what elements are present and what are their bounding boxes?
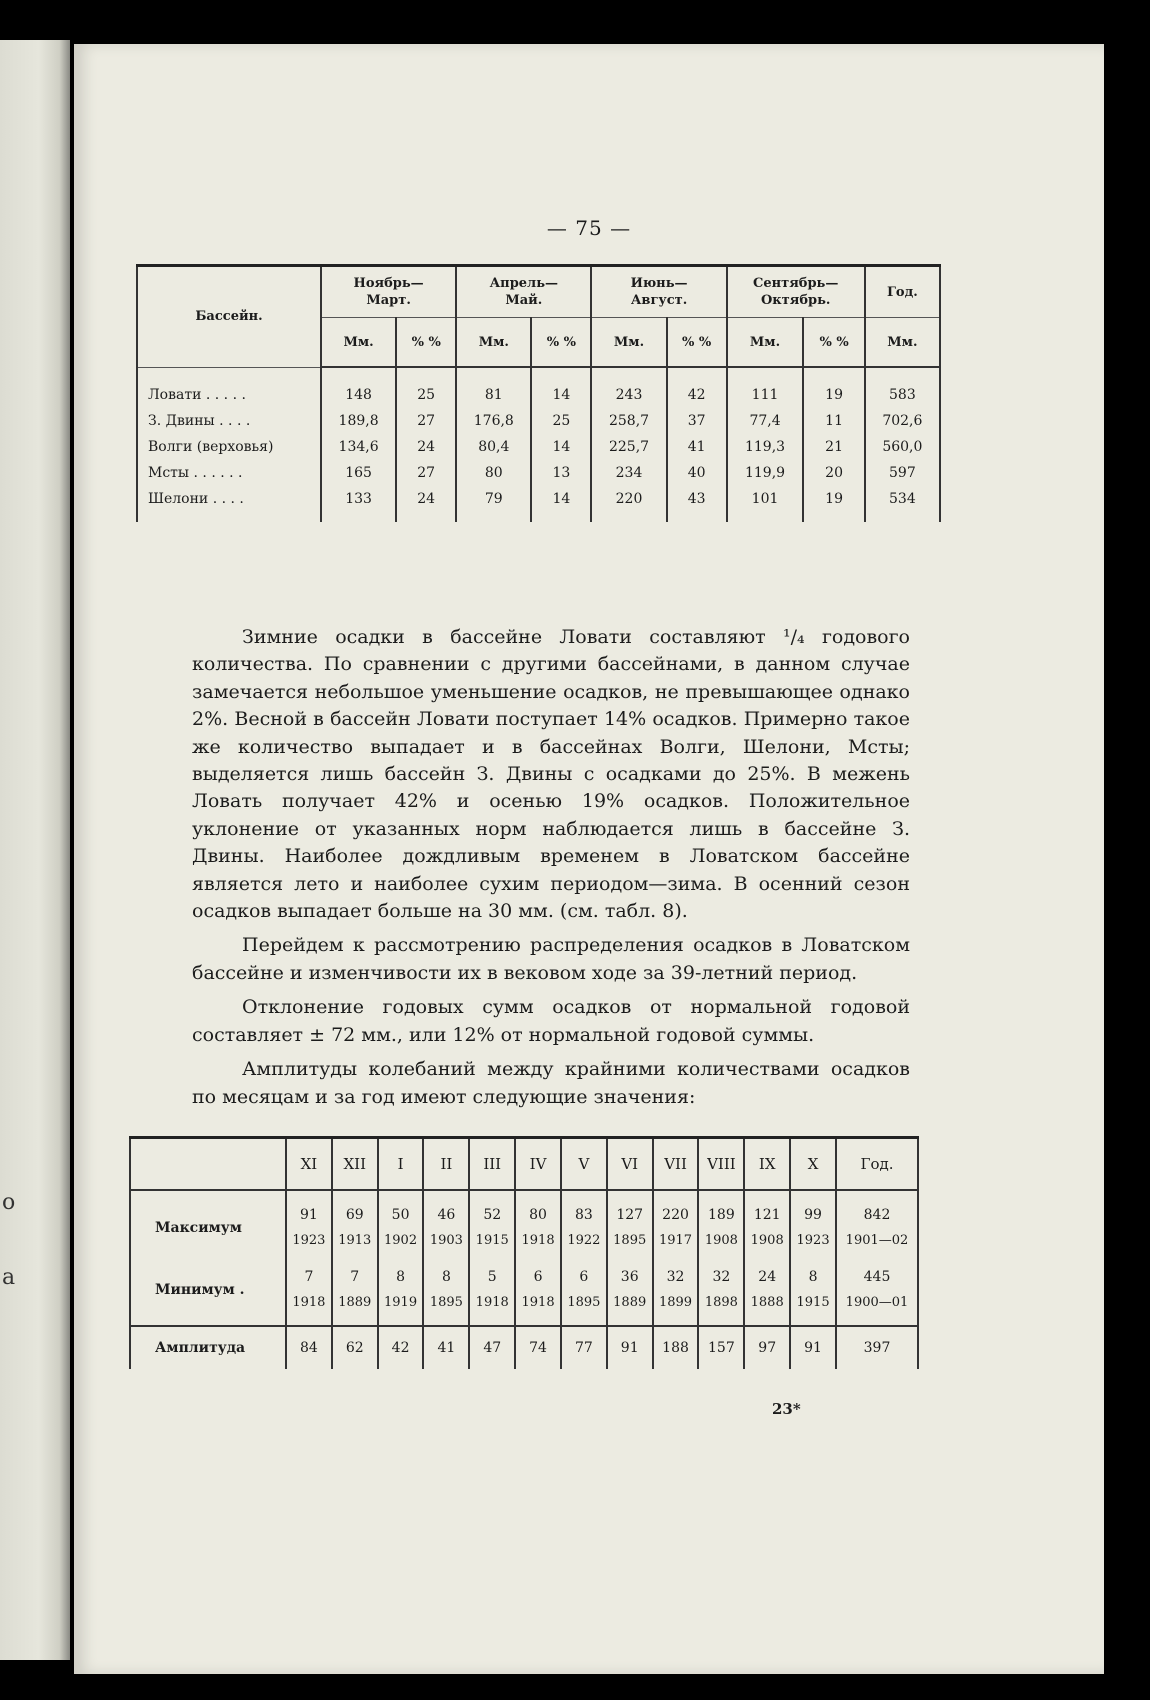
max-value: 189 xyxy=(698,1203,744,1228)
cell: 21 xyxy=(803,434,864,460)
page-number: — 75 — xyxy=(546,216,632,240)
table-row xyxy=(137,486,940,512)
cell: 25 xyxy=(396,382,456,408)
month-header: II xyxy=(423,1138,469,1191)
cell: 234 xyxy=(591,460,666,486)
book-page xyxy=(74,44,1104,1674)
paragraph: Отклонение годовых сумм осадков от нормальной годовой составляет ± 72 мм., или 12% от нормальной годовой суммы. xyxy=(192,996,910,1046)
max-value: 52 xyxy=(469,1203,515,1228)
cell: 27 xyxy=(396,460,456,486)
amplitude-value: 62 xyxy=(332,1326,378,1369)
min-value: 32 xyxy=(698,1265,744,1290)
cell: 14 xyxy=(531,486,591,512)
min-year: 1899 xyxy=(653,1290,699,1315)
max-value: 69 xyxy=(332,1203,378,1228)
min-year: 1888 xyxy=(744,1290,790,1315)
basin-name: Мсты . . . . . . xyxy=(137,460,321,486)
cell: 14 xyxy=(531,382,591,408)
min-label: Минимум . xyxy=(130,1265,286,1315)
min-year: 1918 xyxy=(286,1290,332,1315)
cell: 80,4 xyxy=(456,434,531,460)
month-header: III xyxy=(469,1138,515,1191)
season-header: Сентябрь— Октябрь. xyxy=(727,266,865,318)
cell: 25 xyxy=(531,408,591,434)
max-year: 1913 xyxy=(332,1228,378,1253)
max-value: 50 xyxy=(378,1203,424,1228)
month-header: I xyxy=(378,1138,424,1191)
max-year: 1903 xyxy=(423,1228,469,1253)
max-value: 127 xyxy=(607,1203,653,1228)
basin-name: Ловати . . . . . xyxy=(137,382,321,408)
paragraph: Зимние осадки в бассейне Ловати составляют ¹/₄ годового количества. По сравнении с другими бассейнами, в данном случае замечается небольшое уменьшение осадков, не превышающее однако 2%. Весной в бассейн Ловати поступает 14% осадков. Примерно такое же количество выпадает и в бассейнах Волги, Шелони, Мсты; выделяется лишь бассейн З. Двины с осадками до 25%. В межень Ловать получает 42% и осенью 19% осадков. Положительное уклонение от указанных норм наблюдается лишь в бассейне З. Двины. Наиболее дождливым временем в Ловатском бассейне является лето и наиболее сухим периодом—зима. В осенний сезон осадков выпадает больше на 30 мм. (см. табл. 8). xyxy=(192,626,910,923)
cell: 133 xyxy=(321,486,396,512)
min-row xyxy=(130,1265,918,1290)
amplitude-value: 84 xyxy=(286,1326,332,1369)
cell: 19 xyxy=(803,382,864,408)
max-value: 83 xyxy=(561,1203,607,1228)
unit-pct: % % xyxy=(667,318,727,368)
month-header: IV xyxy=(515,1138,561,1191)
basin-name: Шелони . . . . xyxy=(137,486,321,512)
month-header: VIII xyxy=(698,1138,744,1191)
min-value: 6 xyxy=(561,1265,607,1290)
max-value: 842 xyxy=(836,1203,918,1228)
max-year: 1908 xyxy=(698,1228,744,1253)
cell: 560,0 xyxy=(865,434,940,460)
amplitude-value: 397 xyxy=(836,1326,918,1369)
amplitude-value: 42 xyxy=(378,1326,424,1369)
max-year: 1922 xyxy=(561,1228,607,1253)
amplitude-value: 188 xyxy=(653,1326,699,1369)
amplitude-value: 77 xyxy=(561,1326,607,1369)
cell: 134,6 xyxy=(321,434,396,460)
min-year: 1895 xyxy=(423,1290,469,1315)
min-year: 1919 xyxy=(378,1290,424,1315)
cell: 24 xyxy=(396,434,456,460)
unit-pct: % % xyxy=(803,318,864,368)
unit-pct: % % xyxy=(396,318,456,368)
cell: 220 xyxy=(591,486,666,512)
cell: 43 xyxy=(667,486,727,512)
min-value: 8 xyxy=(790,1265,836,1290)
min-year: 1889 xyxy=(607,1290,653,1315)
cell: 20 xyxy=(803,460,864,486)
paragraph: Перейдем к рассмотрению распределения осадков в Ловатском бассейне и изменчивости их в вековом ходе за 39-летний период. xyxy=(192,934,910,984)
printer-signature: 23* xyxy=(772,1400,801,1418)
month-header: X xyxy=(790,1138,836,1191)
cell: 27 xyxy=(396,408,456,434)
cell: 14 xyxy=(531,434,591,460)
max-year: 1902 xyxy=(378,1228,424,1253)
cell: 534 xyxy=(865,486,940,512)
month-header: V xyxy=(561,1138,607,1191)
season-header: Ноябрь— Март. xyxy=(321,266,456,318)
min-year: 1900—01 xyxy=(836,1290,918,1315)
max-value: 220 xyxy=(653,1203,699,1228)
month-header: IX xyxy=(744,1138,790,1191)
max-year: 1923 xyxy=(790,1228,836,1253)
min-year: 1915 xyxy=(790,1290,836,1315)
cell: 176,8 xyxy=(456,408,531,434)
unit-mm: Мм. xyxy=(865,318,940,368)
max-year: 1918 xyxy=(515,1228,561,1253)
max-year: 1923 xyxy=(286,1228,332,1253)
season-header: Апрель— Май. xyxy=(456,266,591,318)
min-year: 1889 xyxy=(332,1290,378,1315)
amplitude-value: 47 xyxy=(469,1326,515,1369)
min-value: 32 xyxy=(653,1265,699,1290)
cell: 77,4 xyxy=(727,408,804,434)
corner-cell xyxy=(130,1138,286,1191)
cell: 19 xyxy=(803,486,864,512)
cell: 225,7 xyxy=(591,434,666,460)
cell: 597 xyxy=(865,460,940,486)
cell: 79 xyxy=(456,486,531,512)
max-value: 91 xyxy=(286,1203,332,1228)
basin-header: Бассейн. xyxy=(137,266,321,368)
left-page-fragment: о xyxy=(2,1190,16,1215)
amplitude-label: Амплитуда xyxy=(130,1326,286,1369)
paragraph: Амплитуды колебаний между крайними количествами осадков по месяцам и за год имеют следующие значения: xyxy=(192,1058,910,1108)
cell: 80 xyxy=(456,460,531,486)
min-value: 6 xyxy=(515,1265,561,1290)
unit-mm: Мм. xyxy=(321,318,396,368)
amplitude-value: 97 xyxy=(744,1326,790,1369)
cell: 41 xyxy=(667,434,727,460)
min-value: 7 xyxy=(332,1265,378,1290)
min-year: 1898 xyxy=(698,1290,744,1315)
max-value: 46 xyxy=(423,1203,469,1228)
cell: 101 xyxy=(727,486,804,512)
cell: 37 xyxy=(667,408,727,434)
min-value: 7 xyxy=(286,1265,332,1290)
month-header: XII xyxy=(332,1138,378,1191)
amplitude-value: 91 xyxy=(607,1326,653,1369)
cell: 189,8 xyxy=(321,408,396,434)
cell: 111 xyxy=(727,382,804,408)
min-year: 1918 xyxy=(515,1290,561,1315)
amplitude-value: 74 xyxy=(515,1326,561,1369)
cell: 11 xyxy=(803,408,864,434)
cell: 119,3 xyxy=(727,434,804,460)
cell: 24 xyxy=(396,486,456,512)
month-header: VII xyxy=(653,1138,699,1191)
max-label: Максимум xyxy=(130,1203,286,1253)
max-year: 1908 xyxy=(744,1228,790,1253)
basin-name: З. Двины . . . . xyxy=(137,408,321,434)
max-year: 1895 xyxy=(607,1228,653,1253)
unit-mm: Мм. xyxy=(727,318,804,368)
cell: 165 xyxy=(321,460,396,486)
min-value: 8 xyxy=(423,1265,469,1290)
season-header: Июнь— Август. xyxy=(591,266,726,318)
amplitude-table xyxy=(129,1136,919,1369)
max-value: 121 xyxy=(744,1203,790,1228)
max-value: 99 xyxy=(790,1203,836,1228)
cell: 40 xyxy=(667,460,727,486)
cell: 148 xyxy=(321,382,396,408)
seasonal-precipitation-table xyxy=(136,264,941,522)
table-row xyxy=(137,434,940,460)
max-year: 1917 xyxy=(653,1228,699,1253)
min-value: 8 xyxy=(378,1265,424,1290)
cell: 243 xyxy=(591,382,666,408)
table-row xyxy=(137,408,940,434)
basin-name: Волги (верховья) xyxy=(137,434,321,460)
min-value: 445 xyxy=(836,1265,918,1290)
cell: 119,9 xyxy=(727,460,804,486)
cell: 42 xyxy=(667,382,727,408)
max-year: 1915 xyxy=(469,1228,515,1253)
year-header: Год. xyxy=(865,266,940,318)
max-value: 80 xyxy=(515,1203,561,1228)
cell: 13 xyxy=(531,460,591,486)
cell: 702,6 xyxy=(865,408,940,434)
table-row xyxy=(137,382,940,408)
month-header: Год. xyxy=(836,1138,918,1191)
unit-mm: Мм. xyxy=(456,318,531,368)
cell: 583 xyxy=(865,382,940,408)
left-page-edge xyxy=(0,40,70,1660)
min-year: 1918 xyxy=(469,1290,515,1315)
amplitude-row xyxy=(130,1326,918,1369)
month-header: XI xyxy=(286,1138,332,1191)
cell: 81 xyxy=(456,382,531,408)
min-value: 5 xyxy=(469,1265,515,1290)
table-row xyxy=(137,460,940,486)
amplitude-value: 41 xyxy=(423,1326,469,1369)
min-value: 24 xyxy=(744,1265,790,1290)
amplitude-value: 91 xyxy=(790,1326,836,1369)
unit-pct: % % xyxy=(531,318,591,368)
max-year: 1901—02 xyxy=(836,1228,918,1253)
min-year: 1895 xyxy=(561,1290,607,1315)
cell: 258,7 xyxy=(591,408,666,434)
body-text xyxy=(192,624,910,1118)
max-row xyxy=(130,1203,918,1228)
amplitude-value: 157 xyxy=(698,1326,744,1369)
unit-mm: Мм. xyxy=(591,318,666,368)
left-page-fragment: а xyxy=(2,1265,16,1290)
min-value: 36 xyxy=(607,1265,653,1290)
month-header: VI xyxy=(607,1138,653,1191)
